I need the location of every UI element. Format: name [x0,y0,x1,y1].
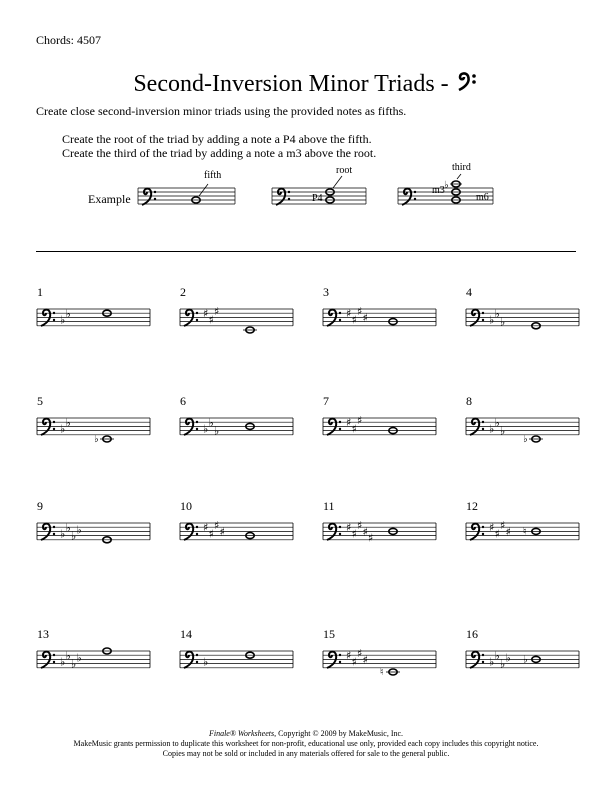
key-signature-accidental: ♭ [494,649,500,663]
exercise-staff[interactable] [180,641,303,691]
exercise-staff[interactable] [180,299,303,349]
key-signature-accidental: ♯ [214,305,220,319]
exercise-number: 16 [466,627,478,641]
bass-clef-icon [470,419,479,435]
exercise-number: 9 [37,499,43,513]
exercise-number: 3 [323,285,329,299]
exercise-staff[interactable] [323,408,446,458]
exercise-number: 11 [323,499,335,513]
exercise-staff[interactable] [466,513,589,563]
key-signature-accidental: ♭ [76,523,82,537]
bass-clef-icon [470,310,479,326]
svg-text:♮: ♮ [380,667,384,678]
key-signature-accidental: ♭ [494,307,500,321]
example-staff-fifth [138,180,238,220]
key-signature-accidental: ♭ [65,649,71,663]
key-signature-accidental: ♯ [500,519,506,533]
key-signature-accidental: ♭ [505,651,511,665]
key-signature-accidental: ♭ [489,313,495,327]
divider [36,251,576,252]
exercise-number: 4 [466,285,472,299]
exercise-staff[interactable] [37,641,160,691]
key-signature-accidental: ♯ [494,527,500,541]
annotation-root: root [336,165,353,176]
key-signature-accidental: ♭ [203,422,209,436]
bass-clef-icon [327,652,336,668]
bass-clef-icon [327,310,336,326]
key-signature-accidental: ♭ [65,307,71,321]
bass-clef-icon [41,524,50,540]
key-signature-accidental: ♯ [362,525,368,539]
key-signature-accidental: ♯ [208,527,214,541]
key-signature-accidental: ♯ [203,521,209,535]
worksheet-code: Chords: 4507 [36,33,102,47]
bass-clef-icon [327,524,336,540]
key-signature-accidental: ♭ [500,315,506,329]
annotation-fifth: fifth [204,170,222,181]
key-signature-accidental: ♯ [351,313,357,327]
key-signature-accidental: ♯ [346,521,352,535]
exercise-number: 2 [180,285,186,299]
instructions: Create close second-inversion minor triads using the provided notes as fifths. [36,104,407,118]
svg-text:♭: ♭ [523,654,528,666]
key-signature-accidental: ♯ [368,531,374,545]
copyright-footer [0,729,612,759]
svg-text:♭: ♭ [523,434,528,445]
exercise-number: 6 [180,394,186,408]
key-signature-accidental: ♯ [505,525,511,539]
key-signature-accidental: ♯ [357,519,363,533]
exercise-staff[interactable] [466,299,589,349]
key-signature-accidental: ♯ [362,653,368,667]
bass-clef-icon [184,310,193,326]
page-title [0,70,612,98]
exercise-number: 14 [180,627,192,641]
exercise-staff[interactable] [466,641,589,691]
svg-text:♭: ♭ [444,180,449,191]
key-signature-accidental: ♯ [203,307,209,321]
exercise-staff[interactable] [180,513,303,563]
exercise-number: 1 [37,285,43,299]
key-signature-accidental: ♯ [214,519,220,533]
instruction-step-1: Create the root of the triad by adding a note a P4 above the fifth. [62,132,372,146]
key-signature-accidental: ♯ [208,313,214,327]
exercise-number: 7 [323,394,329,408]
key-signature-accidental: ♯ [351,422,357,436]
bass-clef-icon [184,419,193,435]
footer-copyright: , Copyright © 2009 by MakeMusic, Inc. [274,729,404,738]
key-signature-accidental: ♭ [65,521,71,535]
key-signature-accidental: ♯ [357,414,363,428]
exercise-staff[interactable] [323,299,446,349]
key-signature-accidental: ♯ [489,521,495,535]
bass-clef-icon [470,652,479,668]
exercise-staff[interactable] [180,408,303,458]
instruction-step-2: Create the third of the triad by adding a note a m3 above the root. [62,146,377,160]
svg-text:♮: ♮ [523,526,527,538]
key-signature-accidental: ♭ [71,657,77,671]
bass-clef-icon [327,419,336,435]
key-signature-accidental: ♭ [494,416,500,430]
key-signature-accidental: ♭ [203,655,209,669]
key-signature-accidental: ♯ [362,311,368,325]
key-signature-accidental: ♭ [489,655,495,669]
key-signature-accidental: ♯ [357,647,363,661]
key-signature-accidental: ♭ [60,655,66,669]
exercise-staff[interactable] [466,408,589,458]
bass-clef-icon [184,652,193,668]
key-signature-accidental: ♭ [65,416,71,430]
exercise-staff[interactable] [37,408,160,458]
key-signature-accidental: ♭ [60,313,66,327]
key-signature-accidental: ♭ [76,651,82,665]
exercise-staff[interactable] [37,299,160,349]
key-signature-accidental: ♯ [346,307,352,321]
interval-m6: m6 [476,192,489,203]
key-signature-accidental: ♯ [219,525,225,539]
annotation-third: third [452,162,471,173]
exercise-number: 12 [466,499,478,513]
exercise-number: 10 [180,499,192,513]
key-signature-accidental: ♭ [60,527,66,541]
example-label: Example [88,192,131,206]
footer-product: Finale® Worksheets [208,729,275,738]
exercise-number: 5 [37,394,43,408]
page-title-text: Second-Inversion Minor Triads - [133,71,449,97]
key-signature-accidental: ♯ [346,649,352,663]
exercise-staff[interactable] [323,513,446,563]
svg-text:♭: ♭ [94,434,99,445]
key-signature-accidental: ♭ [500,657,506,671]
key-signature-accidental: ♭ [71,529,77,543]
bass-clef-icon [455,70,479,94]
footer-restriction: Copies may not be sold or included in any materials offered for sale to the general public. [162,749,450,758]
exercise-staff[interactable] [37,513,160,563]
exercise-number: 15 [323,627,335,641]
key-signature-accidental: ♯ [357,305,363,319]
footer-permission: MakeMusic grants permission to duplicate this worksheet for non-profit, educational use only, provided each copy includes this copyright notice. [73,739,539,748]
key-signature-accidental: ♭ [489,422,495,436]
bass-clef-icon [41,310,50,326]
key-signature-accidental: ♭ [60,422,66,436]
key-signature-accidental: ♯ [346,416,352,430]
interval-m3: m3 [432,185,445,196]
exercise-staff[interactable] [323,641,446,691]
key-signature-accidental: ♭ [500,424,506,438]
bass-clef-icon [470,524,479,540]
interval-p4: P4 [312,193,323,204]
bass-clef-icon [41,419,50,435]
bass-clef-icon [184,524,193,540]
key-signature-accidental: ♭ [214,424,220,438]
bass-clef-icon [41,652,50,668]
key-signature-accidental: ♭ [208,416,214,430]
exercise-number: 13 [37,627,49,641]
exercise-number: 8 [466,394,472,408]
key-signature-accidental: ♯ [351,527,357,541]
key-signature-accidental: ♯ [351,655,357,669]
